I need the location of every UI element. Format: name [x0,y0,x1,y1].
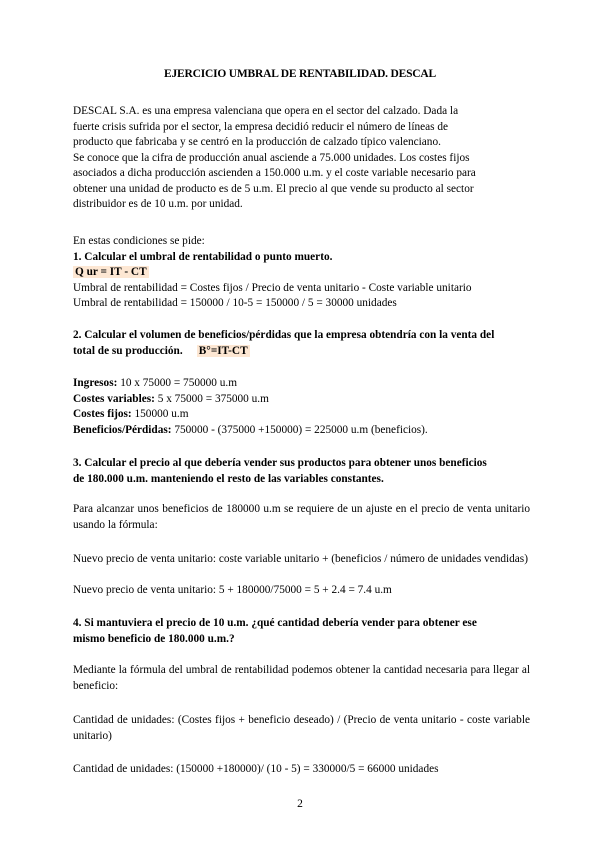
question-3-heading: 3. Calcular el precio al que debería vender sus productos para obtener unos beneficios [73,457,487,469]
question-4-calculation: Cantidad de unidades: (150000 +180000)/ (10 - 5) = 330000/5 = 66000 unidades [73,763,439,775]
intro-line: obtener una unidad de producto es de 5 u.m. El precio al que vende su producto al sector [73,182,474,195]
question-1-formula-tag: Q ur = IT - CT [75,266,147,278]
intro-line: producto que fabricaba y se centró en la producción de calzado típico valenciano. [73,136,441,148]
question-4-heading: mismo beneficio de 180.000 u.m.? [73,632,235,645]
result-value: 750000 - (375000 +150000) = 225000 u.m (beneficios). [174,423,428,436]
intro-line: fuerte crisis sufrida por el sector, la empresa decidió reducir el número de líneas de [73,120,449,133]
question-2-heading: total de su producción. [73,344,183,357]
intro-line: asociados a dicha producción ascienden a 150.000 u.m. y el coste variable necesario para [73,167,476,179]
document-title: EJERCICIO UMBRAL DE RENTABILIDAD. DESCAL [164,68,436,80]
question-2-formula-tag: B°=IT-CT [198,344,248,357]
question-4-formula: Cantidad de unidades: (Costes fijos + beneficio deseado) / (Precio de venta unitario - coste variable unitario) [73,714,530,742]
question-3-heading-block [73,456,530,487]
question-3-paragraph: Para alcanzar unos beneficios de 180000 u.m se requiere de un ajuste en el precio de venta unitario usando la fórmula: [73,503,530,531]
question-2-results [73,376,530,438]
conditions-text: En estas condiciones se pide: [73,235,205,247]
question-3-formula: Nuevo precio de venta unitario: coste variable unitario + (beneficios / número de unidades vendidas) [73,553,528,565]
question-3-calculation: Nuevo precio de venta unitario: 5 + 180000/75000 = 5 + 2.4 = 7.4 u.m [73,584,392,596]
question-4-heading-block [73,616,530,647]
intro-paragraph [73,104,530,213]
result-label: Costes fijos: [73,408,132,420]
result-label: Beneficios/Pérdidas: [73,423,172,436]
question-2-heading: 2. Calcular el volumen de beneficios/pérdidas que la empresa obtendría con la venta del [73,329,495,341]
question-2-section [73,328,530,359]
question-4-heading: 4. Si mantuviera el precio de 10 u.m. ¿qué cantidad debería vender para obtener ese [73,617,477,629]
result-label: Ingresos: [73,377,118,389]
result-label: Costes variables: [73,392,155,405]
intro-line: distribuidor es de 10 u.m. por unidad. [73,198,243,210]
intro-line: DESCAL S.A. es una empresa valenciana que opera en el sector del calzado. Dada la [73,105,459,117]
question-1-heading: 1. Calcular el umbral de rentabilidad o punto muerto. [73,250,333,263]
question-1-section [73,234,530,312]
question-1-line: Umbral de rentabilidad = 150000 / 10-5 = 150000 / 5 = 30000 unidades [73,297,397,309]
result-value: 150000 u.m [134,408,189,420]
result-value: 10 x 75000 = 750000 u.m [120,377,238,389]
question-1-line: Umbral de rentabilidad = Costes fijos / Precio de venta unitario - Coste variable unitario [73,281,472,294]
question-4-paragraph: Mediante la fórmula del umbral de rentabilidad podemos obtener la cantidad necesaria para llegar al beneficio: [73,664,530,692]
page-number: 2 [297,798,303,810]
result-value: 5 x 75000 = 375000 u.m [157,392,269,405]
question-3-heading: de 180.000 u.m. manteniendo el resto de las variables constantes. [73,472,384,485]
intro-line: Se conoce que la cifra de producción anual asciende a 75.000 unidades. Los costes fijos [73,151,470,164]
